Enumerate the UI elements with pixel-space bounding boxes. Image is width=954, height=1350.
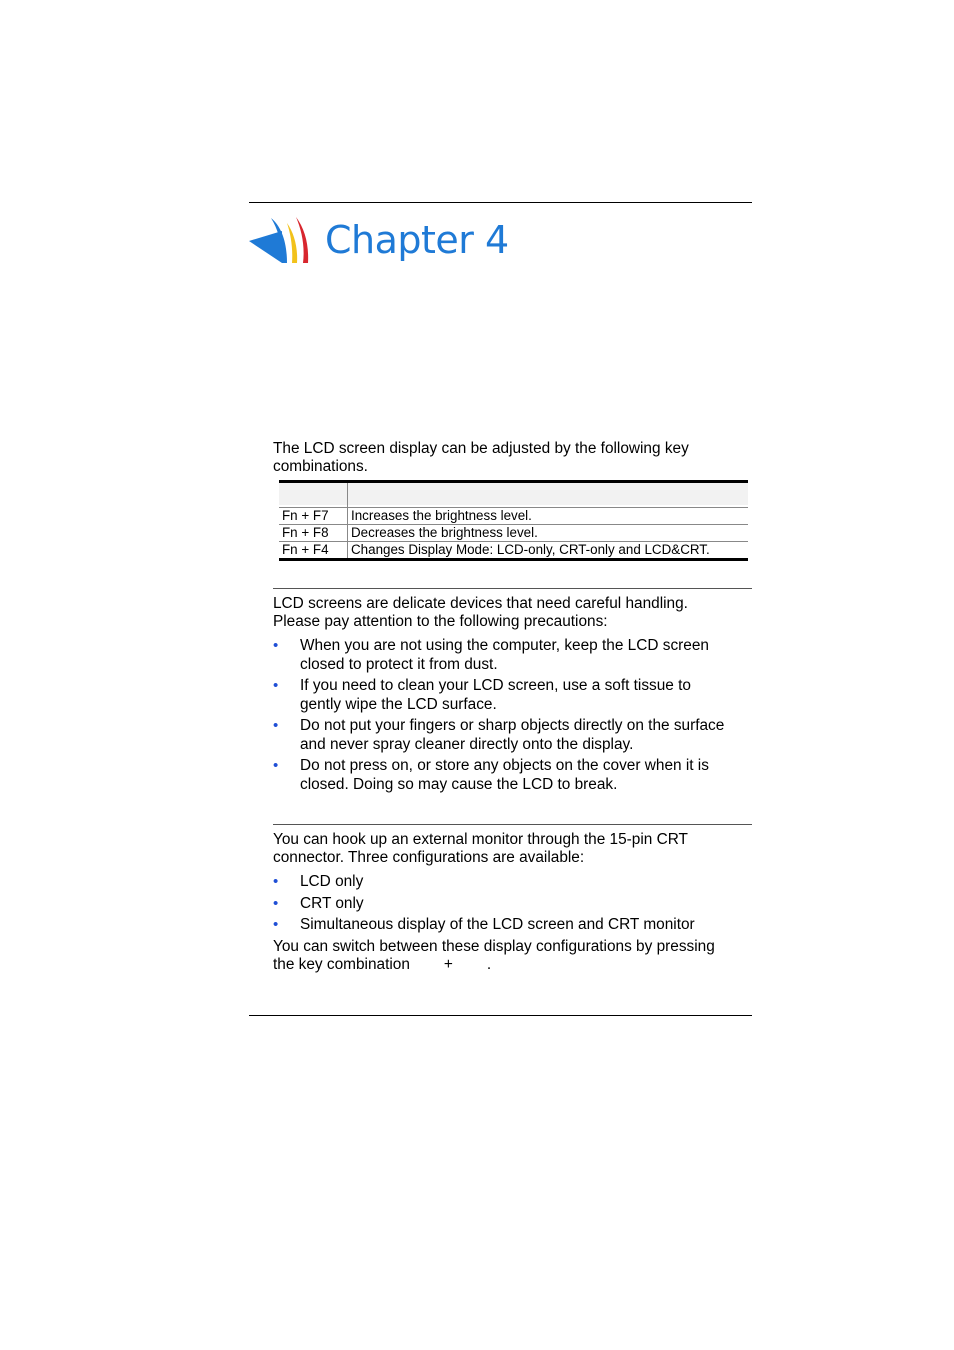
display-adjust-line2: combinations.	[273, 458, 368, 475]
care-intro-line1: LCD screens are delicate devices that need careful handling.	[273, 595, 688, 612]
chapter-title: Chapter 4	[325, 218, 509, 262]
external-switch-text	[273, 938, 750, 974]
table-row	[279, 542, 748, 560]
chapter-heading	[249, 212, 509, 268]
display-adjust-line1: The LCD screen display can be adjusted by the following key	[273, 440, 689, 457]
list-item: • Do not press on, or store any objects on the cover when it is closed. Doing so may cause the LCD to break.	[273, 757, 709, 793]
list-item: • CRT only	[273, 894, 364, 912]
table-cell-key: Fn + F4	[279, 542, 348, 560]
care-intro	[273, 595, 750, 631]
bullet-dot-icon: •	[273, 916, 279, 933]
table-header-function	[348, 482, 749, 506]
key-plus: +	[443, 956, 453, 973]
table-cell-key: Fn + F7	[279, 508, 348, 525]
bullet-dot-icon: •	[273, 873, 279, 890]
bullet-dot-icon: •	[273, 894, 279, 912]
external-intro	[273, 831, 750, 867]
table-cell-key: Fn + F8	[279, 525, 348, 542]
external-intro-line1: You can hook up an external monitor through the 15-pin CRT	[273, 831, 688, 848]
table-header-row	[279, 482, 748, 506]
section-rule-care	[273, 588, 752, 589]
chapter-logo-icon	[249, 215, 309, 265]
bullet-dot-icon: •	[273, 717, 279, 734]
external-bullet-list	[273, 873, 753, 935]
section-rule-external	[273, 824, 752, 825]
external-switch-line1: You can switch between these display configurations by pressing	[273, 938, 715, 955]
list-item: • When you are not using the computer, keep the LCD screen closed to protect it from dust.	[273, 637, 709, 673]
key-combination-table	[279, 480, 748, 561]
external-intro-line2: connector. Three configurations are available:	[273, 849, 585, 866]
care-intro-line2: Please pay attention to the following precautions:	[273, 613, 608, 630]
table-cell-desc: Increases the brightness level.	[348, 508, 749, 525]
bullet-dot-icon: •	[273, 757, 279, 774]
list-item: • If you need to clean your LCD screen, use a soft tissue to gently wipe the LCD surface.	[273, 677, 691, 713]
list-item: • Do not put your fingers or sharp objects directly on the surface and never spray cleaner directly onto the display.	[273, 717, 725, 753]
list-item: • LCD only	[273, 873, 364, 890]
external-switch-line2: the key combination + .	[273, 956, 492, 973]
table-cell-desc: Decreases the brightness level.	[348, 525, 749, 542]
bullet-dot-icon: •	[273, 637, 279, 654]
table-row	[279, 525, 748, 542]
bottom-rule	[249, 1015, 752, 1016]
list-item: • Simultaneous display of the LCD screen and CRT monitor	[273, 916, 695, 933]
care-bullet-list	[273, 637, 753, 794]
table-header-key	[279, 482, 348, 506]
top-rule	[249, 202, 752, 203]
display-adjust-intro	[273, 440, 750, 476]
table-cell-desc: Changes Display Mode: LCD-only, CRT-only and LCD&CRT.	[348, 542, 749, 560]
bullet-dot-icon: •	[273, 677, 279, 694]
table-row	[279, 508, 748, 525]
